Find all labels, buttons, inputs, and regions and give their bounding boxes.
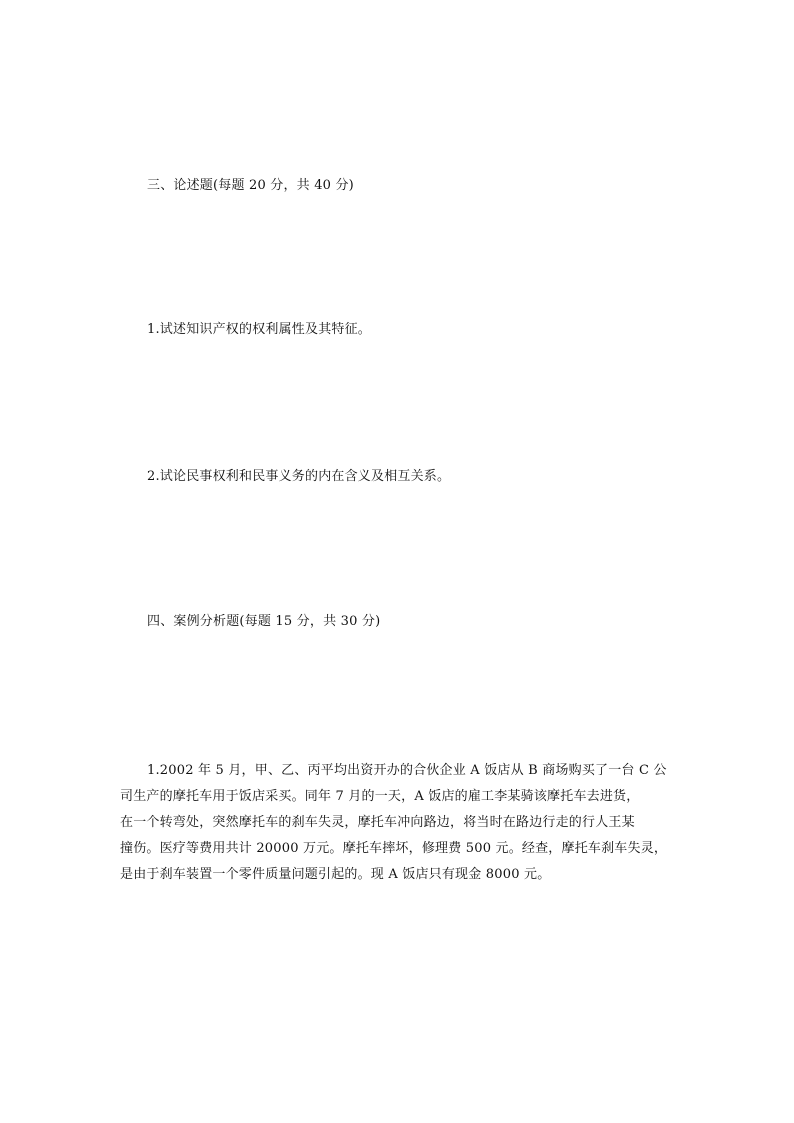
case-line-5: 是由于刹车装置一个零件质量问题引起的。现 A 饭店只有现金 8000 元。 xyxy=(120,867,551,882)
case-line-2: 司生产的摩托车用于饭店采买。同年 7 月的一天，A 饭店的雇工李某骑该摩托车去进货， xyxy=(120,789,640,804)
section-four-heading: 四、案例分析题(每题 15 分，共 30 分) xyxy=(147,614,381,629)
essay-question-2: 2.试论民事权利和民事义务的内在含义及相互关系。 xyxy=(147,469,451,484)
case-study-1 xyxy=(120,758,668,888)
case-line-1: 1.2002 年 5 月，甲、乙、丙平均出资开办的合伙企业 A 饭店从 B 商场购买了一台 C 公 xyxy=(147,763,667,778)
section-three-heading: 三、论述题(每题 20 分，共 40 分) xyxy=(147,178,354,193)
case-line-4: 撞伤。医疗等费用共计 20000 万元。摩托车摔坏，修理费 500 元。经查，摩托车刹车失灵， xyxy=(120,841,668,856)
essay-question-1: 1.试述知识产权的权利属性及其特征。 xyxy=(147,322,372,337)
case-line-3: 在一个转弯处，突然摩托车的刹车失灵，摩托车冲向路边，将当时在路边行走的行人王某 xyxy=(120,815,635,830)
